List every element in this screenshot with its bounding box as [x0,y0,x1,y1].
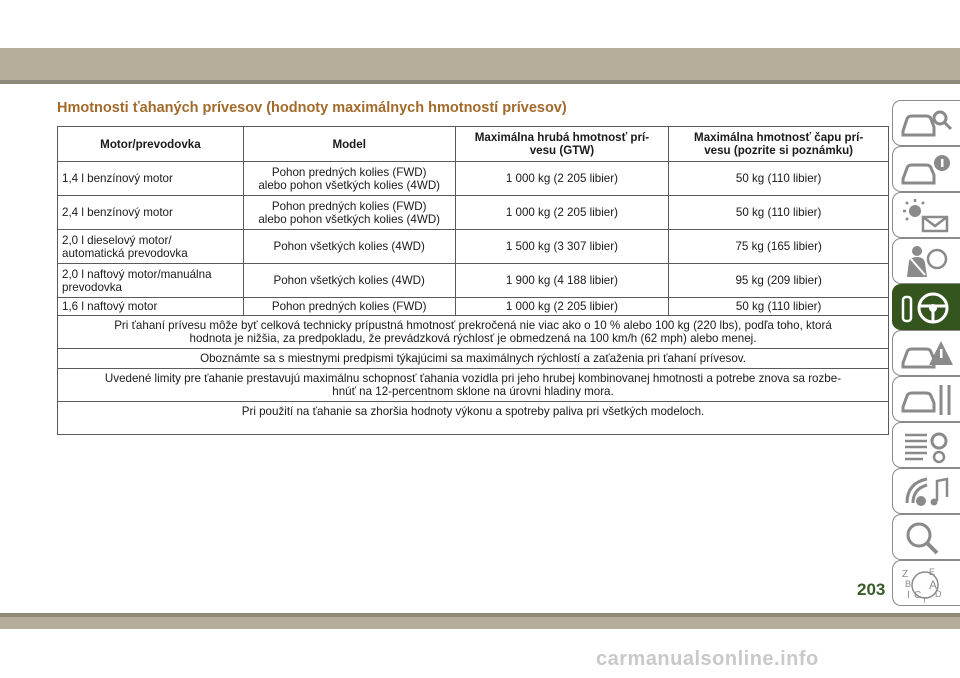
gtw-cell: 1 000 kg (2 205 libier) [455,298,669,316]
multimedia-icon [899,473,955,511]
car-search-icon [899,105,955,143]
gtw-cell: 1 500 kg (3 307 libier) [455,230,669,264]
header-max-gtw: Maximálna hrubá hmotnosť prí- vesu (GTW) [455,127,669,162]
key-steering-wheel-icon [899,289,955,327]
chapter-tab-warning-lights[interactable] [892,192,960,238]
table-row [58,162,889,196]
tongue-weight-cell: 50 kg (110 libier) [669,196,889,230]
letter-z: Z [902,569,909,580]
note-cell: Pri použití na ťahanie sa zhoršia hodnoty výkonu a spotreby paliva pri všetkých modeloch. [58,402,889,435]
car-service-tools-icon [899,381,955,419]
header-max-tongue-weight: Maximálna hmotnosť čapu prí- vesu (pozrite si poznámku) [669,127,889,162]
tongue-weight-cell: 95 kg (209 libier) [669,264,889,298]
note-row [58,369,889,402]
letter-e: E [929,567,936,577]
note-cell: Pri ťahaní prívesu môže byť celková technicky prípustná hmotnosť prekročená nie viac ako o 10 % alebo 100 kg (220 lbs), podľa toho, ktorá hodnota je nižšia, za predpokladu, že prevádzková rýchlosť je obmedzená na 100 km/h (62 mph) alebo menej. [58,316,889,349]
engine-cell: 1,4 l benzínový motor [58,162,244,196]
letter-c: C [914,590,922,601]
chapter-tab-emergency[interactable] [892,330,960,376]
engine-cell: 2,0 l dieselový motor/ automatická prevodovka [58,230,244,264]
letter-i: I [907,590,910,601]
section-title: Hmotnosti ťahaných prívesov (hodnoty maximálnych hmotností prívesov) [57,100,567,116]
model-cell: Pohon predných kolies (FWD) alebo pohon všetkých kolies (4WD) [243,196,455,230]
chapter-tab-dashboard[interactable] [892,146,960,192]
gtw-cell: 1 900 kg (4 188 libier) [455,264,669,298]
table-row [58,298,889,316]
warning-lights-message-icon [899,197,955,235]
index-search-icon [899,519,955,557]
top-decorative-band [0,48,960,80]
car-info-icon [899,151,955,189]
model-cell: Pohon všetkých kolies (4WD) [243,264,455,298]
chapter-tab-starting-driving[interactable] [892,284,960,330]
gtw-cell: 1 000 kg (2 205 libier) [455,162,669,196]
watermark: carmanualsonline.info [596,648,819,670]
chapter-tab-multimedia[interactable] [892,468,960,514]
chapter-tab-servicing[interactable] [892,376,960,422]
chapter-tab-technical-data[interactable] [892,422,960,468]
letter-b: B [905,579,912,589]
tongue-weight-cell: 50 kg (110 libier) [669,298,889,316]
alphabetical-index-icon [899,565,955,603]
chapter-tab-getting-to-know[interactable] [892,100,960,146]
seatbelt-airbag-icon [899,243,955,281]
letter-d: D [935,589,942,599]
towing-weights-table [57,126,889,435]
letter-a: A [929,578,938,592]
model-cell: Pohon všetkých kolies (4WD) [243,230,455,264]
engine-cell: 2,4 l benzínový motor [58,196,244,230]
note-row [58,316,889,349]
chapter-tab-alphabetical-index[interactable] [892,560,960,606]
chapter-tab-search-index[interactable] [892,514,960,560]
chapter-tab-safety[interactable] [892,238,960,284]
header-engine-transmission: Motor/prevodovka [58,127,244,162]
table-row [58,264,889,298]
header-model: Model [243,127,455,162]
emergency-breakdown-icon [899,335,955,373]
bottom-decorative-band [0,617,960,629]
table-row [58,196,889,230]
model-cell: Pohon predných kolies (FWD) alebo pohon všetkých kolies (4WD) [243,162,455,196]
note-row [58,349,889,369]
gtw-cell: 1 000 kg (2 205 libier) [455,196,669,230]
model-cell: Pohon predných kolies (FWD) [243,298,455,316]
letter-t: T [922,596,927,603]
table-header-row [58,127,889,162]
tongue-weight-cell: 50 kg (110 libier) [669,162,889,196]
page-number: 203 [857,580,886,599]
top-divider [0,80,960,84]
engine-cell: 1,6 l naftový motor [58,298,244,316]
technical-data-icon [899,427,955,465]
note-cell: Uvedené limity pre ťahanie prestavujú maximálnu schopnosť ťahania vozidla pri jeho hrubej kombinovanej hmotnosti a potrebe znova sa rozbe- hnúť na 12-percentnom sklone na úrovni hladiny mora. [58,369,889,402]
table-row [58,230,889,264]
note-cell: Oboznámte sa s miestnymi predpismi týkajúcimi sa maximálnych rýchlostí a zaťaženia pri ťahaní prívesov. [58,349,889,369]
note-row [58,402,889,435]
engine-cell: 2,0 l naftový motor/manuálna prevodovka [58,264,244,298]
tongue-weight-cell: 75 kg (165 libier) [669,230,889,264]
